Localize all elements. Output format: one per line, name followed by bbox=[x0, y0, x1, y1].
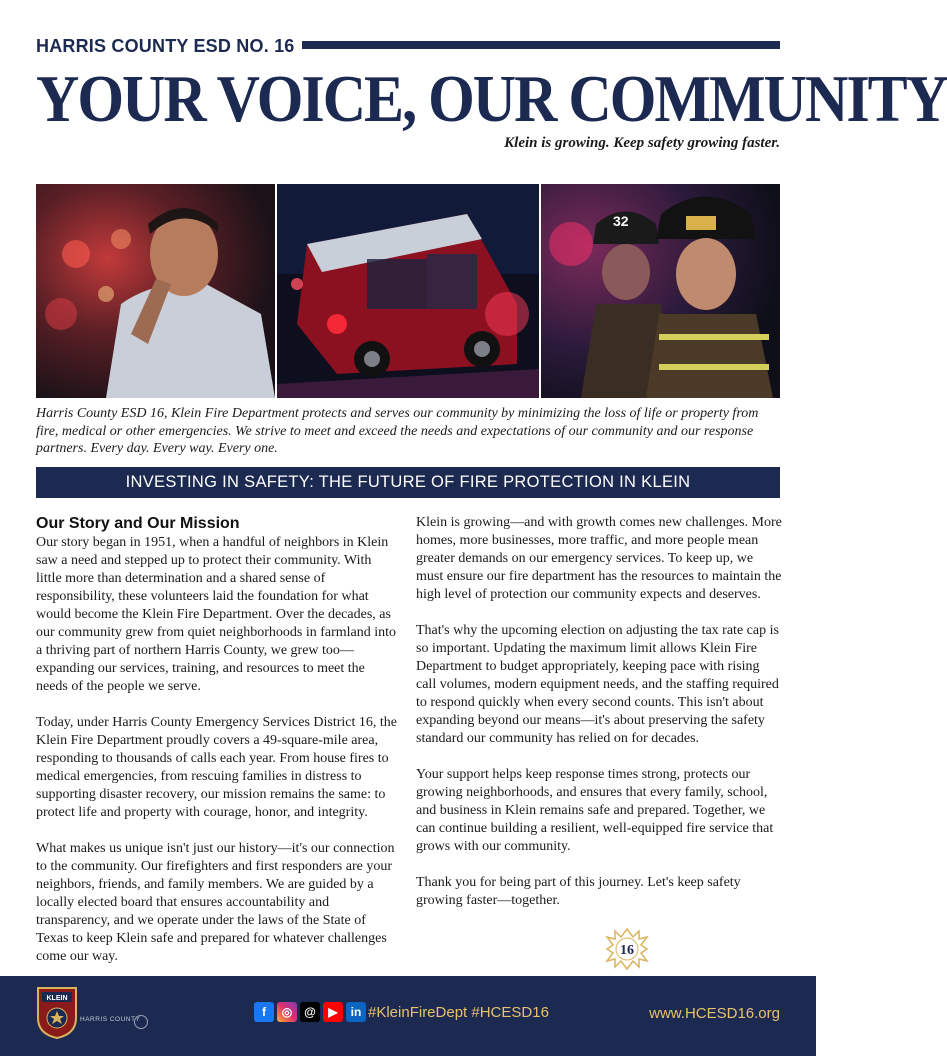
eyebrow-title: HARRIS COUNTY ESD NO. 16 bbox=[36, 36, 295, 56]
right-column bbox=[416, 514, 782, 928]
page-title: YOUR VOICE, OUR COMMUNITY bbox=[36, 61, 947, 136]
paragraph: Your support helps keep response times strong, protects our growing neighborhoods, and ensures that every family, school, and business in Klein remains safe and prepared. Together, we can continue building a resilient, well-equipped fire service that grows with our community. bbox=[416, 767, 774, 854]
paragraph: What makes us unique isn't just our history—it's our connection to the community. Our firefighters and first responders are your neighbors, friends, and family members. We are guided by a locally elected board that ensures accountability and transparency, and we operate under the laws of the State of Texas to keep Klein safe and prepared for whatever challenges come our way. bbox=[36, 841, 395, 964]
paragraph: Klein is growing—and with growth comes new challenges. More homes, more businesses, more traffic, and more people mean greater demands on our emergency services. To keep up, we must ensure our fire department has the resources to maintain the high level of protection our community expects and deserves. bbox=[416, 515, 782, 602]
instagram-icon[interactable]: ◎ bbox=[277, 1002, 297, 1022]
footer bbox=[0, 976, 816, 1056]
paragraph: Thank you for being part of this journey. Let's keep safety growing faster—together. bbox=[416, 875, 741, 908]
section-banner: INVESTING IN SAFETY: THE FUTURE OF FIRE PROTECTION IN KLEIN bbox=[36, 467, 780, 498]
website-link[interactable]: www.HCESD16.org bbox=[649, 1005, 780, 1022]
social-links bbox=[254, 1002, 366, 1022]
harris-county-seal-icon bbox=[134, 1015, 148, 1029]
section-heading: Our Story and Our Mission bbox=[36, 515, 240, 532]
threads-icon[interactable]: @ bbox=[300, 1002, 320, 1022]
intro-statement: Harris County ESD 16, Klein Fire Department protects and serves our community by minimizing the loss of life or property from fire, medical or other emergencies. We strive to meet and exceed the needs and expectations of our community and our response partners. Every day. Every way. Every one. bbox=[36, 406, 759, 456]
paragraph: That's why the upcoming election on adjusting the tax rate cap is so important. Updating the maximum limit allows Klein Fire Department to budget appropriately, keeping pace with rising call volumes, modern equipment needs, and the staffing required to respond quickly when every second counts. This isn't about expanding beyond our means—it's about preserving the safety standard our community has relied on for decades. bbox=[416, 623, 779, 746]
klein-logo-text: KLEIN bbox=[46, 995, 68, 1002]
paragraph: Our story began in 1951, when a handful of neighbors in Klein saw a need and stepped up to protect their community. With little more than determination and a shared sense of responsibility, these volunteers laid the foundation for what would become the Klein Fire Department. Over the decades, as our community grew from quiet neighborhoods in farmland into a thriving part of northern Harris County, we grew too—expanding our services, training, and resources to meet the needs of the people we serve. bbox=[36, 535, 397, 694]
photo-fire-engine bbox=[277, 184, 539, 398]
photo-firefighters-helmets bbox=[541, 184, 780, 398]
klein-fire-department-logo bbox=[34, 984, 80, 1040]
youtube-icon[interactable]: ▶ bbox=[323, 1002, 343, 1022]
facebook-icon[interactable]: f bbox=[254, 1002, 274, 1022]
harris-county-logo: HARRIS COUNTY bbox=[80, 1016, 141, 1023]
badge-number: 16 bbox=[620, 943, 634, 958]
photo-firefighter-portrait bbox=[36, 184, 275, 398]
linkedin-icon[interactable]: in bbox=[346, 1002, 366, 1022]
header-rule bbox=[302, 41, 780, 49]
paragraph: Today, under Harris County Emergency Services District 16, the Klein Fire Department proudly covers a 49-square-mile area, responding to thousands of calls each year. From house fires to medical emergencies, from rescuing families in distress to supporting disaster recovery, our mission remains the same: to protect life and property with courage, honor, and integrity. bbox=[36, 715, 397, 820]
helmet-number: 32 bbox=[613, 213, 629, 229]
left-column bbox=[36, 514, 398, 984]
tagline: Klein is growing. Keep safety growing faster. bbox=[504, 135, 780, 151]
esd16-cross-badge bbox=[605, 927, 649, 971]
hashtags: #KleinFireDept #HCESD16 bbox=[368, 1004, 549, 1021]
